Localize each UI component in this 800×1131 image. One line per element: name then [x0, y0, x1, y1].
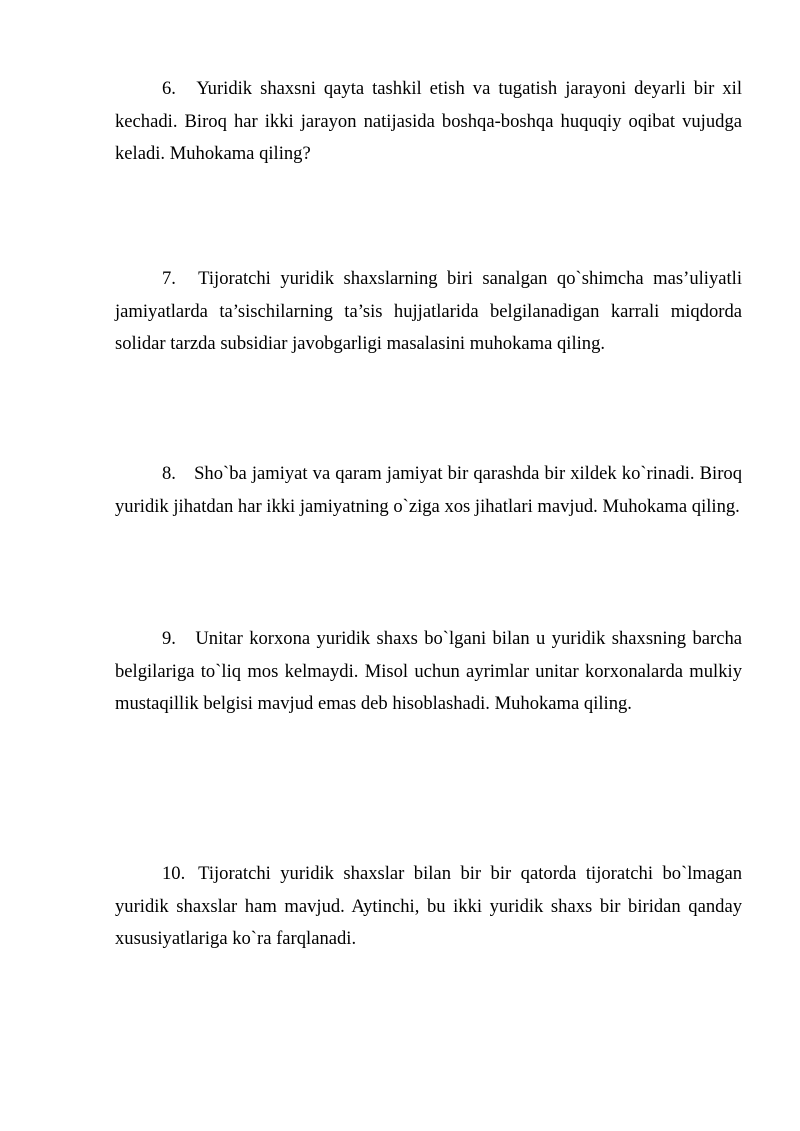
question-6: [115, 73, 742, 171]
question-number: 7.: [162, 268, 176, 289]
question-10: [115, 858, 742, 956]
question-text: Sho`ba jamiyat va qaram jamiyat bir qarashda bir xildek ko`rinadi. Biroq yuridik jihatdan har ikki jamiyatning o`ziga xos jihatlari mavjud. Muhokama qiling.: [115, 463, 742, 517]
question-number: 10.: [162, 863, 186, 884]
question-number: 6.: [162, 78, 176, 99]
question-8: [115, 458, 742, 523]
question-text: Tijoratchi yuridik shaxslar bilan bir bir qatorda tijoratchi bo`lmagan yuridik shaxslar ham mavjud. Aytinchi, bu ikki yuridik shaxs bir biridan qanday xususiyatlariga ko`ra farqlanadi.: [115, 863, 742, 949]
question-text: Tijoratchi yuridik shaxslarning biri sanalgan qo`shimcha mas’uliyatli jamiyatlarda ta’sischilarning ta’sis hujjatlarida belgilanadigan karrali miqdorda solidar tarzda subsidiar javobgarligi masalasini muhokama qiling.: [115, 268, 743, 354]
question-number: 9.: [162, 628, 176, 649]
question-text: Yuridik shaxsni qayta tashkil etish va tugatish jarayoni deyarli bir xil kechadi. Biroq har ikki jarayon natijasida boshqa-boshqa huquqiy oqibat vujudga keladi. Muhokama qiling?: [115, 78, 742, 164]
question-7: [115, 263, 742, 361]
question-9: [115, 623, 742, 721]
question-text: Unitar korxona yuridik shaxs bo`lgani bilan u yuridik shaxsning barcha belgilariga to`liq mos kelmaydi. Misol uchun ayrimlar unitar korxonalarda mulkiy mustaqillik belgisi mavjud emas deb hisoblashadi. Muhokama qiling.: [115, 628, 742, 714]
question-number: 8.: [162, 463, 176, 484]
